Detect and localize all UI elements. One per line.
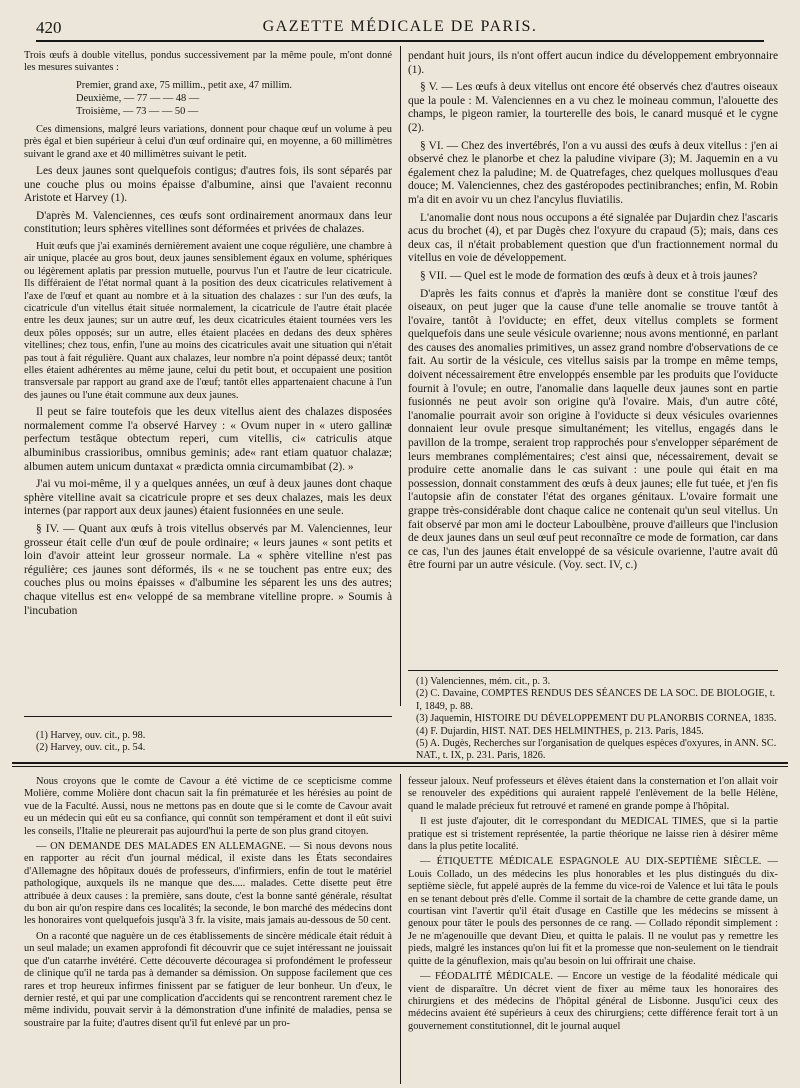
footnote-rule	[408, 670, 778, 671]
paragraph: Nous croyons que le comte de Cavour a été victime de ce scepticisme comme Molière, comme Molière dont chacun sait la fin prématurée et les hérésies au point de vue de la Faculté. Aussi, nous ne mettons pas en doute que si le comte de Cavour avait eu un médecin qui eût eu sa confiance, qui connût son tempérament et dont il eût suivi les conseils, l'Italie ne pleurerait pas aujourd'hui la perte de son plus grand citoyen.	[24, 776, 392, 837]
news-item: — FÉODALITÉ MÉDICALE. — Encore un vestige de la féodalité médicale qui vient de disparaître. Un décret vient de fixer au même taux les honoraires des chirurgiens et des médecins de l'hôpital général de Lisbonne. Jusqu'ici ceux des médecins avaient été supérieurs à ceux des chirurgiens; cette différence ferait tort à un gouvernement constitutionnel, dit le journal auquel	[408, 971, 778, 1032]
news-item: — ON DEMANDE DES MALADES EN ALLEMAGNE. — Si nous devons nous en rapporter au récit d'un journal médical, il existe dans les États secondaires d'Allemagne des hôpitaux doués de professeurs, d'infirmiers, enfin de tout le matériel pathologique, auxquels ils ne manque que des..... malades. Cette disette peut être attribuée à deux causes : la première, sans doute, c'est la bonne santé générale, résultat du bon air qu'on respire dans ces localités; la seconde, le bon marché des médecins dont les honoraires vont quelquefois jusqu'à 3 fr. la visite, mais jamais au-dessous de 50 cent.	[24, 841, 392, 927]
footnote: (4) F. Dujardin, HIST. NAT. DES HELMINTHES, p. 213. Paris, 1845.	[416, 725, 704, 737]
section-divider	[12, 762, 788, 764]
paragraph: Huit œufs que j'ai examinés dernièrement avaient une coque régulière, une chambre à air unique, placée au gros bout, deux jaunes sensiblement égaux en volume, sphériques ou légèrement aplatis par pression mutuelle, pourvus l'un et l'autre de leur cicatricule. Ils différaient de l'état normal quant à la position des deux cicatricules relativement à l'axe de l'œuf et quant au nombre et à la situation des chalazes : sur l'un des œufs, la cicatricule d'un vitellus était située normalement, la cicatricule de l'autre était placée entre les deux jaunes; sur un autre œuf, les deux cicatricules étaient tournées vers les deux pôles opposés; sur un autre, elles étaient placées en dedans des deux sphères vitellines; chez tous, enfin, l'une au moins des cicatricules avait une situation qui n'était pas tout à fait régulière. Quant aux chalazes, leur nombre n'a point dépassé deux; tantôt elles étaient adhérentes au même jaune, celui du petit bout, et occupaient une position transversale par rapport au grand axe de l'œuf; tantôt elles appartenaient chacune à l'un des jaunes ou l'une était commune aux deux jaunes.	[24, 241, 392, 401]
section-divider	[12, 766, 788, 767]
section-heading: § VII. — Quel est le mode de formation des œufs à deux et à trois jaunes?	[420, 269, 758, 282]
right-column	[408, 50, 778, 662]
paragraph: Trois œufs à double vitellus, pondus successivement par la même poule, m'ont donné les mesures suivantes :	[24, 50, 392, 74]
section-paragraph: § V. — Les œufs à deux vitellus ont encore été observés chez d'autres oiseaux que la poule : M. Valenciennes en a vu chez le moineau commun, l'alouette des champs, le pigeon ramier, la tourterelle des bois, le canard musqué et le cygne (2).	[408, 81, 778, 134]
footnote: (2) Harvey, ouv. cit., p. 54.	[36, 742, 146, 754]
left-footnotes	[36, 730, 145, 755]
journal-title: GAZETTE MÉDICALE DE PARIS.	[262, 18, 538, 35]
paragraph: D'après les faits connus et d'après la manière dont se constitue l'œuf des oiseaux, on peut juger que la cause d'une telle anomalie se trouve tantôt à l'ovaire, tantôt à l'oviducte; en effet, deux vitellus complets se forment quelquefois dans une seule vésicule ovarienne; nous avons mentionné, en parlant des causes des anomalies primitives, un assez grand nombre d'observations de ce fait. Au sortir de la vésicule, ces vitellus saisis par la trompe en même temps, doivent nécessairement être enveloppés ensemble par les produits que l'oviducte fournit à l'ovule; en outre, l'anomalie dans laquelle deux jaunes sont en partie fusionnés ne peut avoir son origine qu'à l'ovaire. Mais, d'un autre côté, l'anomalie pourrait avoir son origine à l'oviducte si deux vésicules ovariennes donnaient leur ovule presque simultanément; les vitellus, engagés dans le pavillon de la trompe, seraient trop rapprochés pour s'envelopper séparément de leurs membranes complémentaires; c'est ainsi que, nécessairement, devait se produire cette anomalie dans le cas suivant : une poule qui était en ma possession, donnait constamment des œufs à deux jaunes; elle fut tuée, et j'en fis l'autopsie afin de constater l'état des organes génitaux. L'ovaire formait une grappe très-considérable dont chaque calice ne contenait qu'un seul vitellus. Un fait observé par mon ami le docteur Laboulbène, prouve d'ailleurs que l'inclusion de deux jaunes dans un seul œuf peut reconnaître ce mode de formation, car dans ce cas, l'un des jaunes était enveloppé de sa vésicule ovarienne, l'autre avait dû être fourni par un autre vésicule. (Voy. sect. IV, c.)	[408, 287, 778, 572]
feuilleton-right-column	[408, 776, 778, 1084]
measurements-list	[76, 79, 392, 118]
measurement-row: Troisième, — 73 — — 50 —	[76, 105, 199, 117]
paragraph: fesseur jaloux. Neuf professeurs et élèves étaient dans la consternation et l'on allait voir se renouveler des expéditions qui auraient rappelé l'enlèvement de la belle Hélène, quand le malade précieux fut retrouvé et ramené en grande pompe à l'hôpital.	[408, 776, 778, 812]
footnote: (2) C. Davaine, COMPTES RENDUS DES SÉANCES DE LA SOC. DE BIOLOGIE, t. I, 1849, p. 88.	[416, 688, 776, 712]
right-footnotes	[416, 676, 780, 763]
paragraph: Ces dimensions, malgré leurs variations, donnent pour chaque œuf un volume à peu près égal et bien supérieur à celui d'un œuf ordinaire qui, en moyenne, a 60 millimètres suivant le grand axe et 40 millimètres suivant le petit.	[24, 123, 392, 160]
feuilleton-left-column	[24, 776, 392, 1084]
page-header	[36, 14, 764, 42]
paragraph: Les deux jaunes sont quelquefois contigus; d'autres fois, ils sont séparés par une couche plus ou moins épaisse d'albumine, ainsi que l'avaient reconnu Aristote et Harvey (1).	[24, 165, 392, 205]
section-paragraph: § VI. — Chez des invertébrés, l'on a vu aussi des œufs à deux vitellus : j'en ai observé chez le planorbe et chez la paludine vivipare (3); M. Jaquemin en a vu également chez la paludine; M. de Quatrefages, chez quelques mollusques d'eau douce; M. Valenciennes, chez des gastéropodes pectinibranches; enfin, M. Robin m'a dit en avoir vu un chez l'ancylus fluviatilis.	[408, 139, 778, 206]
paragraph: L'anomalie dont nous nous occupons a été signalée par Dujardin chez l'ascaris acus du brochet (4), et par Dugès chez l'oxyure du crapaud (5); mais, dans ces deux cas, il n'était probablement question que d'un fractionnement normal du vitellus en voie de développement.	[408, 211, 778, 265]
footnote: (5) A. Dugès, Recherches sur l'organisation de quelques espèces d'oxyures, in ANN. SC. NAT., t. IX, p. 231. Paris, 1826.	[416, 738, 777, 762]
paragraph: D'après M. Valenciennes, ces œufs sont ordinairement anormaux dans leur constitution; leurs sphères vitellines sont déformées et privées de chalazes.	[24, 209, 392, 236]
section-paragraph: § IV. — Quant aux œufs à trois vitellus observés par M. Valenciennes, leur grosseur était celle d'un œuf de poule ordinaire; « leurs jaunes « sont petits et loin d'avoir atteint leur grosseur normale. La « sphère vitelline n'est pas régulière; ces jaunes sont déformés, ils « ne se touchent pas entre eux; des couches plus ou moins épaisses « d'albumine les séparent les uns des autres; chaque vitellus est en« veloppé de sa membrane vitelline propre. » Soumis à l'incubation	[24, 523, 392, 617]
footnote: (3) Jaquemin, HISTOIRE DU DÉVELOPPEMENT DU PLANORBIS CORNEA, 1835.	[416, 713, 777, 725]
measurement-row: Deuxième, — 77 — — 48 —	[76, 92, 200, 104]
footnote: (1) Harvey, ouv. cit., p. 98.	[36, 730, 146, 741]
column-divider	[400, 46, 401, 706]
footnote-rule	[24, 716, 392, 717]
paragraph: pendant huit jours, ils n'ont offert aucun indice du développement embryonnaire (1).	[408, 50, 778, 76]
measurement-row: Premier, grand axe, 75 millim., petit axe, 47 millim.	[76, 79, 293, 91]
news-item: — ÉTIQUETTE MÉDICALE ESPAGNOLE AU DIX-SEPTIÈME SIÈCLE. — Louis Collado, un des médecins les plus honorables et les plus distingués du dix-septième siècle, fut appelé auprès de la femme du vice-roi de Valence et lui tâta le pouls en se tenant debout près d'elle. Comme il sortait de la chambre de cette grande dame, un courtisan vint l'avertir qu'il était d'usage en Castille que les médecins se missent à genoux pour tâter le pouls des personnes de ce rang. — Collado répondit simplement : Je ne m'agenouille que devant Dieu, et quitta le palais. Il ne voulut pas y remettre les pieds, malgré les instances qu'on lui fit et la promesse que non-seulement on le tiendrait quitte de la génuflexion, mais qu'au besoin on lui offrirait une chaise.	[408, 856, 778, 967]
paragraph: On a raconté que naguère un de ces établissements de sincère médicale était réduit à un seul malade; un examen approfondi fit découvrir que ce sujet intéressant ne jouissait que d'un catarrhe invétéré. Cette découverte découragea si profondément le professeur de clinique qu'il ne tarda pas à demander sa démission. On suppose facilement que ces rares et trop heureux infirmes finissent par se fatiguer de leur bonheur. Un d'eux, le dernier resté, et qui par une complication d'accidents qui se rencontrent rarement chez le même individu, pouvait servir à la démonstration d'une infinité de maladies, pensa se soustraire par la fuite; d'autres disent qu'il fut enlevé par un pro-	[24, 930, 392, 1029]
left-column	[24, 50, 392, 710]
paragraph: J'ai vu moi-même, il y a quelques années, un œuf à deux jaunes dont chaque sphère vitelline avait sa cicatricule propre et ses deux chalazes, mais les deux internes (par rapport aux deux jaunes) étaient fusionnées en une seule.	[24, 478, 392, 518]
column-divider	[400, 774, 401, 1084]
paragraph: Il peut se faire toutefois que les deux vitellus aient des chalazes disposées normalement comme l'a observé Harvey : « Ovum nuper in « utero gallinæ perfectum testâque obtectum reperi, cum vitellis, ci« catriculis atque albuminibus crassioribus, omnibus geminis; ade« rant etiam quatuor chalazæ; albumen autem unicum duntaxat « prædicta omnia circumambibat (2). »	[24, 406, 392, 473]
page-number: 420	[36, 18, 62, 37]
paragraph: Il est juste d'ajouter, dit le correspondant du MEDICAL TIMES, que si la partie pratique est si tristement représentée, la partie théorique ne laisse rien à désirer même dans la plus petite localité.	[408, 816, 778, 853]
footnote: (1) Valenciennes, mém. cit., p. 3.	[416, 676, 551, 687]
